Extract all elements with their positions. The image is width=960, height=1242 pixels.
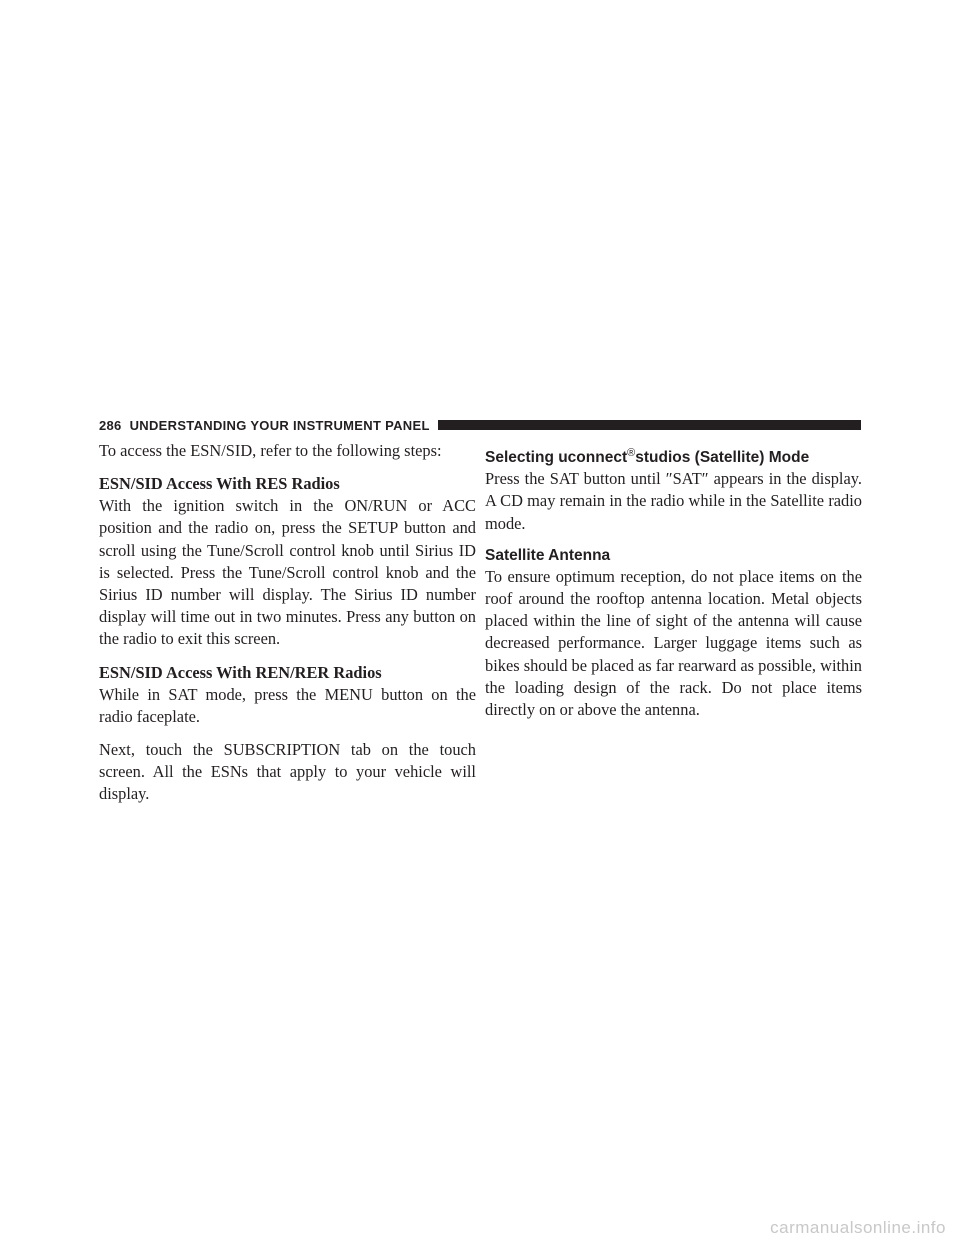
registered-mark: ® [627, 447, 636, 459]
satellite-antenna-paragraph: To ensure optimum reception, do not place items on the roof around the rooftop antenna location. Metal objects placed within the line of sight of the antenna will cause decreased performance. Larger luggage items such as bikes should be placed as far rearward as possible, within the loading design of the rack. Do not place items directly on or above the antenna. [485, 566, 862, 719]
satellite-mode-paragraph: Press the SAT button until ″SAT″ appears in the display. A CD may remain in the radio while in the Satellite radio mode. [485, 469, 862, 533]
watermark-text: carmanualsonline.info [770, 1218, 946, 1237]
header-rule [438, 420, 861, 430]
page-header [99, 417, 861, 433]
page-number: 286 [99, 417, 122, 433]
satellite-mode-heading-part2: studios (Satellite) Mode [635, 449, 810, 467]
ren-rer-radios-heading: ESN/SID Access With REN/RER Radios [99, 662, 382, 682]
satellite-antenna-heading: Satellite Antenna [485, 546, 611, 564]
res-radios-paragraph: With the ignition switch in the ON/RUN or ACC position and the radio on, press the SETUP button and scroll using the Tune/Scroll control knob until Sirius ID is selected. Press the Tune/Scroll control knob and the Sirius ID number will display. The Sirius ID number display will time out in two minutes. Press any button on the radio to exit this screen. [99, 496, 476, 649]
section-title: UNDERSTANDING YOUR INSTRUMENT PANEL [129, 417, 430, 433]
satellite-mode-heading [485, 443, 862, 468]
ren-rer-radios-paragraph: While in SAT mode, press the MENU button on the radio faceplate. [99, 684, 476, 726]
right-column [485, 440, 862, 732]
res-radios-heading: ESN/SID Access With RES Radios [99, 474, 340, 494]
left-column [99, 440, 476, 817]
satellite-mode-heading-part1: Selecting uconnect [485, 449, 628, 467]
subscription-paragraph: Next, touch the SUBSCRIPTION tab on the touch screen. All the ESNs that apply to your vehicle will display. [99, 740, 476, 804]
intro-paragraph: To access the ESN/SID, refer to the following steps: [99, 441, 442, 460]
